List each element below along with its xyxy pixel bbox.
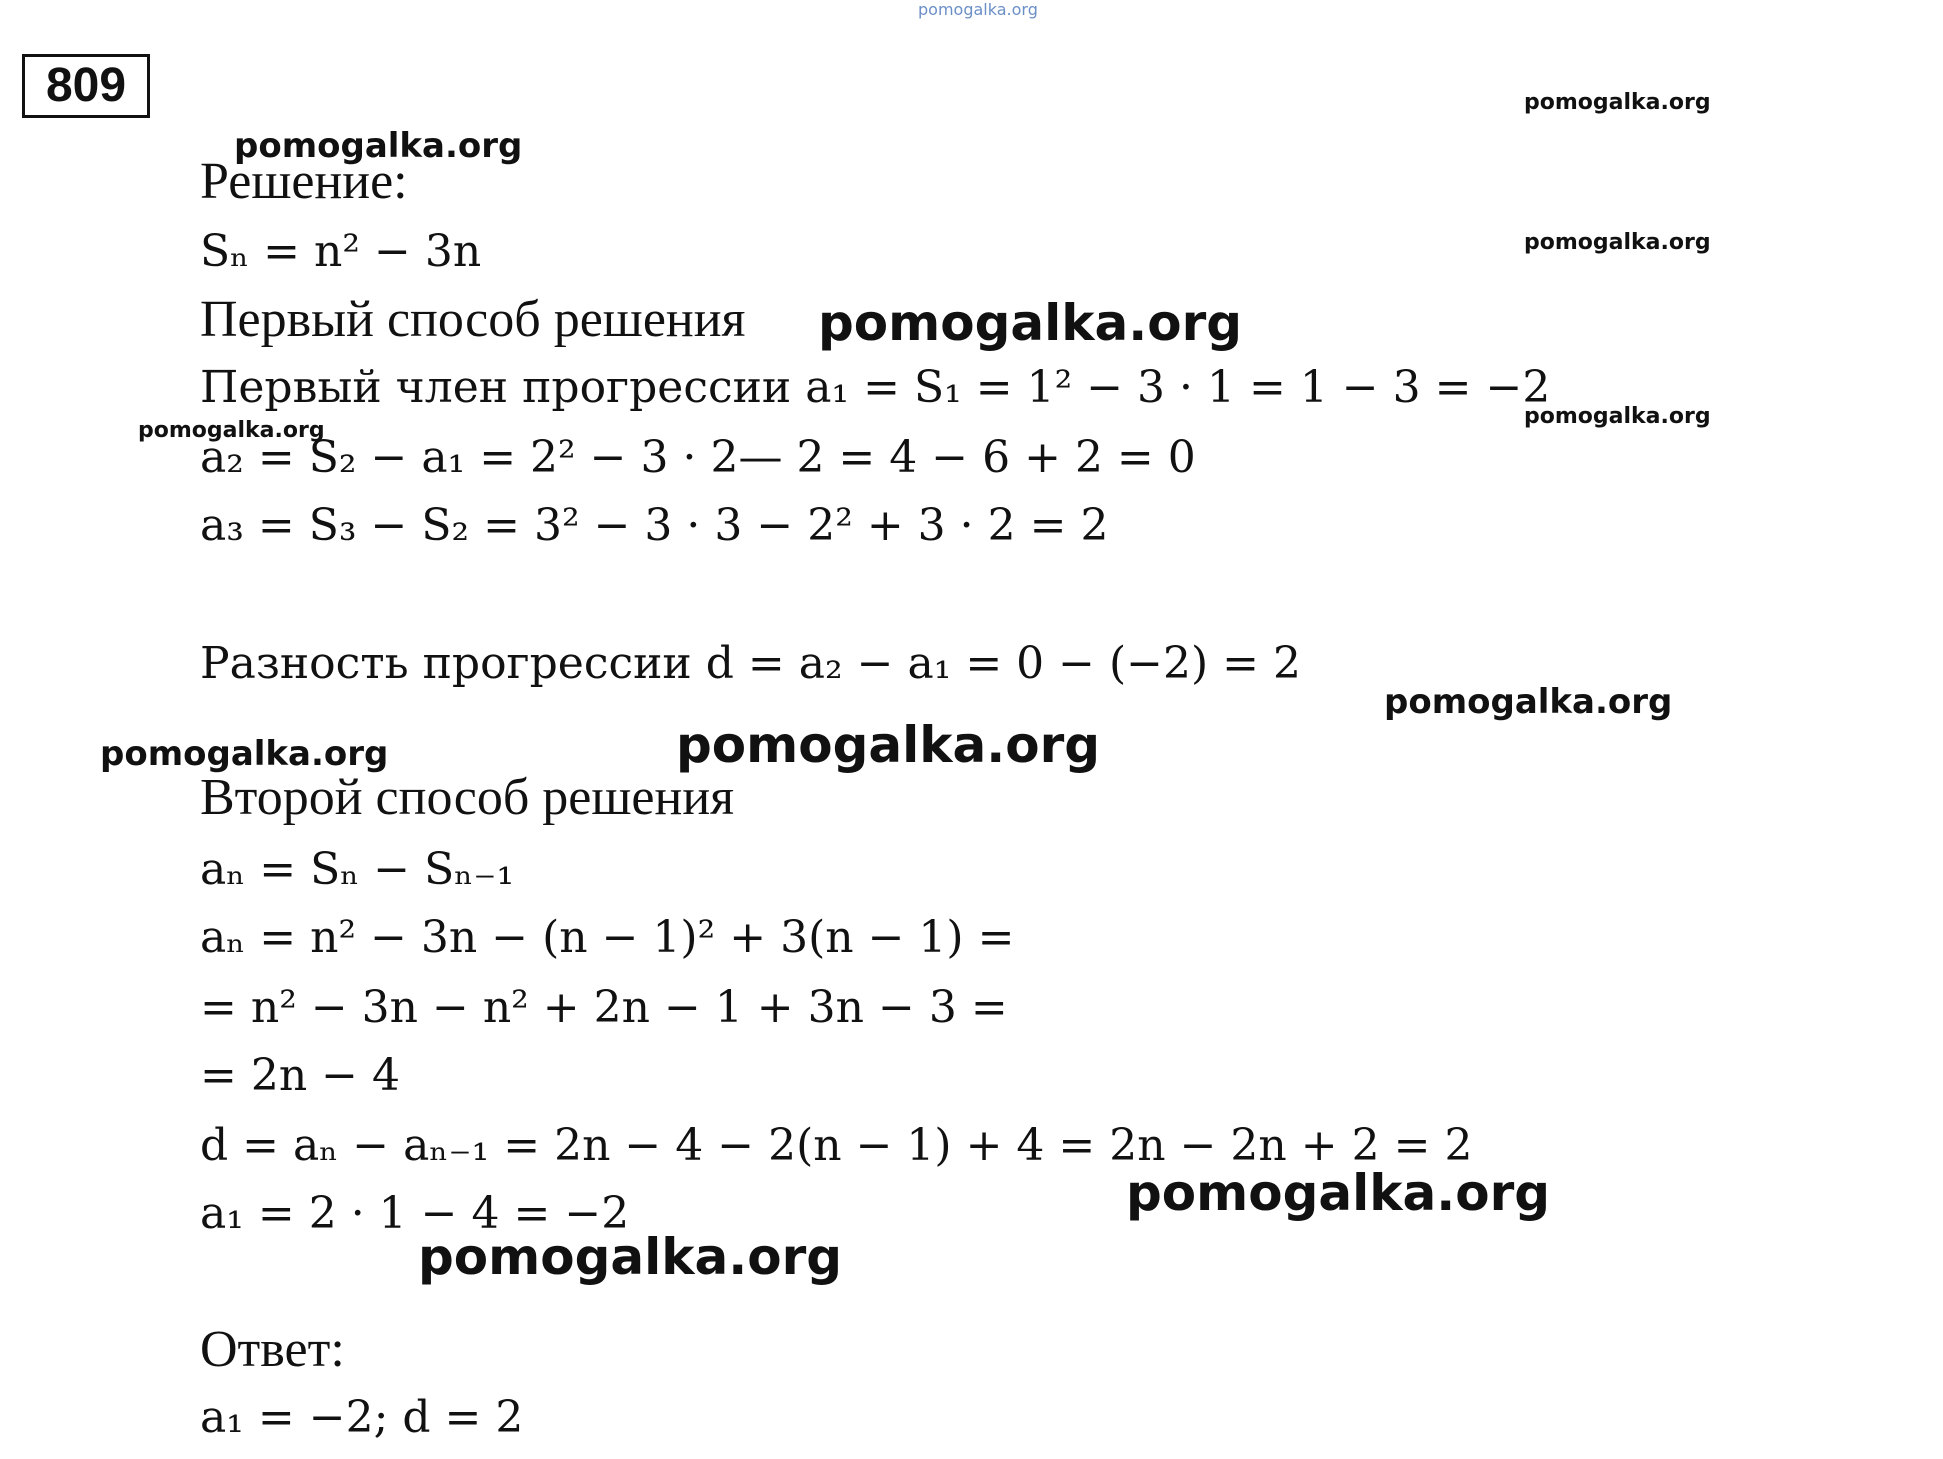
- sum-formula: Sₙ = n² − 3n: [200, 226, 482, 277]
- watermark: pomogalka.org: [418, 1228, 843, 1286]
- second-term: a₂ = S₂ − a₁ = 2² − 3 · 2— 2 = 4 − 6 + 2 = 0: [200, 432, 1196, 483]
- watermark: pomogalka.org: [676, 716, 1101, 774]
- an-expand: aₙ = n² − 3n − (n − 1)² + 3(n − 1) =: [200, 912, 1015, 963]
- d-formula: d = aₙ − aₙ₋₁ = 2n − 4 − 2(n − 1) + 4 = 2n − 2n + 2 = 2: [200, 1120, 1473, 1171]
- method2-title: Второй способ решения: [200, 769, 735, 826]
- third-term: a₃ = S₃ − S₂ = 3² − 3 · 3 − 2² + 3 · 2 = 2: [200, 500, 1109, 551]
- method1-title: Первый способ решения: [200, 291, 746, 348]
- a1-check: a₁ = 2 · 1 − 4 = −2: [200, 1188, 630, 1239]
- watermark: pomogalka.org: [234, 126, 523, 166]
- watermark: pomogalka.org: [818, 294, 1243, 352]
- answer-title: Ответ:: [200, 1321, 345, 1378]
- an-formula: aₙ = Sₙ − Sₙ₋₁: [200, 844, 515, 895]
- difference: Разность прогрессии d = a₂ − a₁ = 0 − (−2) = 2: [200, 638, 1302, 689]
- watermark: pomogalka.org: [1384, 682, 1673, 722]
- watermark-top: pomogalka.org: [918, 0, 1038, 19]
- problem-number: 809: [22, 54, 150, 118]
- first-term: Первый член прогрессии a₁ = S₁ = 1² − 3 · 1 = 1 − 3 = −2: [200, 362, 1551, 413]
- an-simplify: = n² − 3n − n² + 2n − 1 + 3n − 3 =: [200, 982, 1008, 1033]
- watermark: pomogalka.org: [1524, 404, 1711, 429]
- watermark: pomogalka.org: [138, 418, 325, 443]
- heading-solution: Решение:: [200, 153, 408, 210]
- watermark: pomogalka.org: [100, 734, 389, 774]
- watermark: pomogalka.org: [1126, 1164, 1551, 1222]
- watermark: pomogalka.org: [1524, 90, 1711, 115]
- an-result: = 2n − 4: [200, 1050, 401, 1101]
- answer-value: a₁ = −2; d = 2: [200, 1392, 524, 1443]
- watermark: pomogalka.org: [1524, 230, 1711, 255]
